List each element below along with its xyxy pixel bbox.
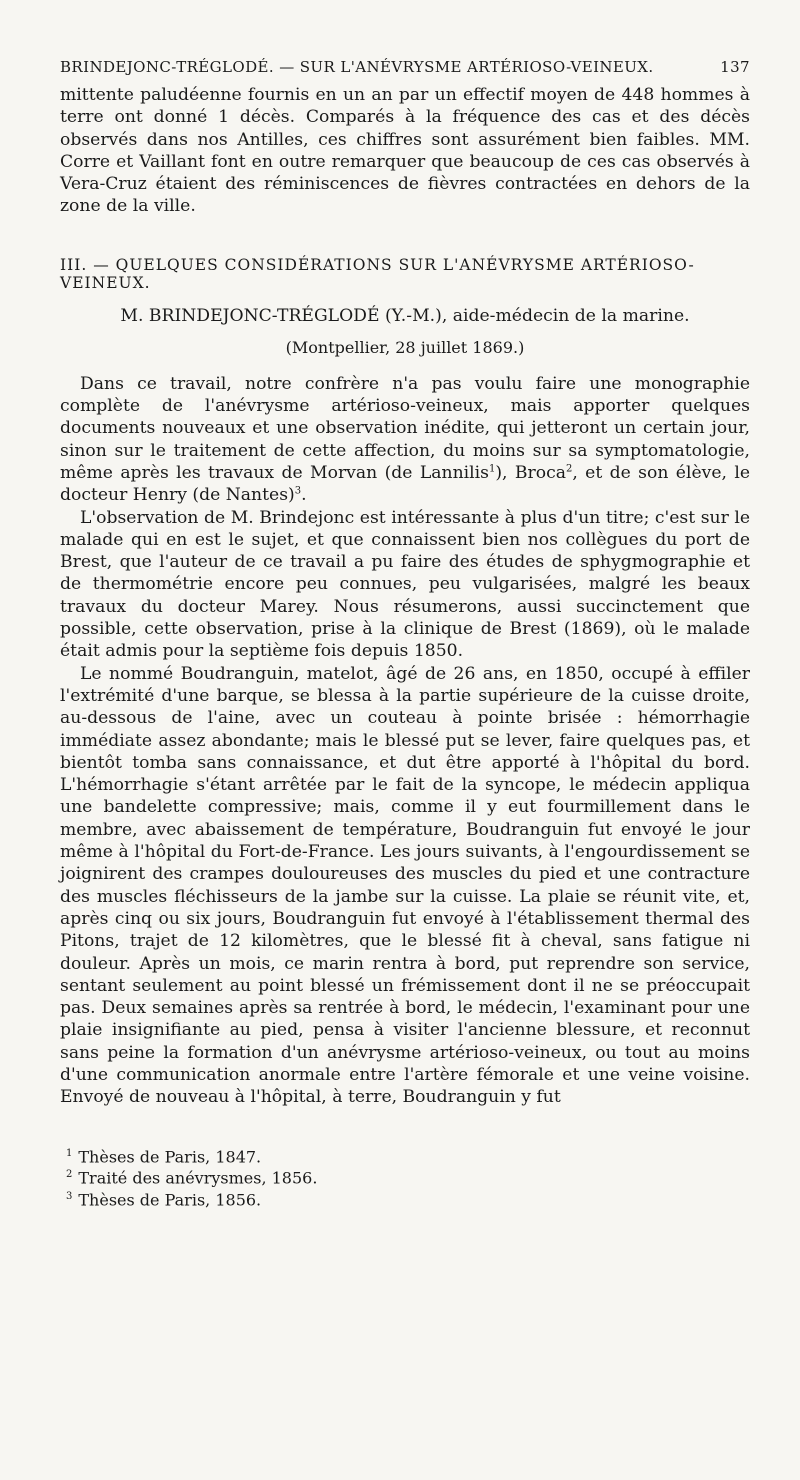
paragraph-1-part-d: . bbox=[301, 485, 307, 506]
intro-paragraph: mittente paludéenne fournis en un an par un effectif moyen de 448 hommes à terre ont donné 1 décès. Comparés à la fréquence des cas et des décès observés dans nos Antilles, ces chiffres sont assurément bien faibles. MM. Corre et Vaillant font en outre remarquer que beaucoup de ces cas observés à Vera-Cruz étaient des réminiscences de fièvres contractées en dehors de la zone de la ville. bbox=[60, 85, 750, 217]
paragraph-1-part-b: ), Broca bbox=[495, 462, 566, 483]
footnote-ref-3: 3 bbox=[294, 485, 302, 497]
running-title: BRINDEJONC-TRÉGLODÉ. — SUR L'ANÉVRYSME ARTÉRIOSO-VEINEUX. bbox=[60, 58, 654, 76]
footnote-2 bbox=[66, 1166, 750, 1188]
footnote-3 bbox=[66, 1188, 750, 1210]
footnote-3-text: Thèses de Paris, 1856. bbox=[78, 1190, 262, 1210]
paragraph-1 bbox=[60, 373, 750, 507]
section-date: (Montpellier, 28 juillet 1869.) bbox=[285, 337, 525, 357]
footnotes bbox=[60, 1145, 750, 1210]
paragraph-1-part-c: , et de son élève, le docteur Henry (de Nantes) bbox=[60, 462, 751, 506]
footnote-2-text: Traité des anévrysmes, 1856. bbox=[78, 1168, 318, 1188]
paragraph-3: Le nommé Boudranguin, matelot, âgé de 26 ans, en 1850, occupé à effiler l'extrémité d'une barque, se blessa à la partie supérieure de la cuisse droite, au-dessous de l'aine, avec un couteau à pointe brisée : hémorrhagie immédiate assez abondante; mais le blessé put se lever, faire quelques pas, et bientôt tomba sans connaissance, et dut être apporté à l'hôpital du bord. L'hémorrhagie s'étant arrêtée par le fait de la syncope, le médecin appliqua une bandelette compressive; mais, comme il y eut fourmillement dans le membre, avec abaissement de température, Boudranguin fut envoyé le jour même à l'hôpital du Fort-de-France. Les jours suivants, à l'engourdissement se joignirent des crampes douloureuses des muscles du pied et une contracture des muscles fléchisseurs de la jambe sur la cuisse. La plaie se réunit vite, et, après cinq ou six jours, Boudranguin fut envoyé à l'établissement thermal des Pitons, trajet de 12 kilomètres, que le blessé fit à cheval, sans fatigue ni douleur. Après un mois, ce marin rentra à bord, put reprendre son service, sentant seulement au point blessé un frémissement dont il ne se préoccupait pas. Deux semaines après sa rentrée à bord, le médecin, l'examinant pour une plaie insignifiante au pied, pensa à visiter l'ancienne blessure, et reconnut sans peine la formation d'un anévrysme artérioso-veineux, ou tout au moins d'une communication anormale entre l'artère fémorale et une veine voisine. Envoyé de nouveau à l'hôpital, à terre, Boudranguin y fut bbox=[60, 663, 750, 1108]
footnote-1 bbox=[66, 1145, 750, 1167]
section-author: M. BRINDEJONC-TRÉGLODÉ (Y.-M.), aide-médecin de la marine. bbox=[120, 305, 690, 326]
footnote-ref-1: 1 bbox=[488, 463, 496, 475]
footnote-3-number: 3 bbox=[66, 1191, 73, 1203]
running-header bbox=[60, 58, 750, 84]
section-title: III. — QUELQUES CONSIDÉRATIONS SUR L'ANÉVRYSME ARTÉRIOSO-VEINEUX. bbox=[60, 255, 695, 292]
page-number: 137 bbox=[720, 58, 750, 76]
footnote-2-number: 2 bbox=[66, 1169, 73, 1181]
footnote-ref-2: 2 bbox=[565, 463, 573, 475]
paragraph-1-part-a: Dans ce travail, notre confrère n'a pas voulu faire une monographie complète de l'anévrysme artérioso-veineux, mais apporter quelques documents nouveaux et une observation inédite, qui jetteront un certain jour, sinon sur le traitement de cette affection, du moins sur sa symptomatologie, même après les travaux de Morvan (de Lannilis bbox=[60, 373, 750, 483]
footnote-1-text: Thèses de Paris, 1847. bbox=[78, 1146, 262, 1166]
page bbox=[60, 58, 750, 1210]
paragraph-2: L'observation de M. Brindejonc est intéressante à plus d'un titre; c'est sur le malade qui en est le sujet, et que connaissent bien nos collègues du port de Brest, que l'auteur de ce travail a pu faire des études de sphygmographie et de thermométrie encore peu connues, peu vulgarisées, malgré les beaux travaux du docteur Marey. Nous résumerons, aussi succinctement que possible, cette observation, prise à la clinique de Brest (1869), où le malade était admis pour la septième fois depuis 1850. bbox=[60, 507, 750, 662]
footnote-1-number: 1 bbox=[66, 1147, 73, 1159]
